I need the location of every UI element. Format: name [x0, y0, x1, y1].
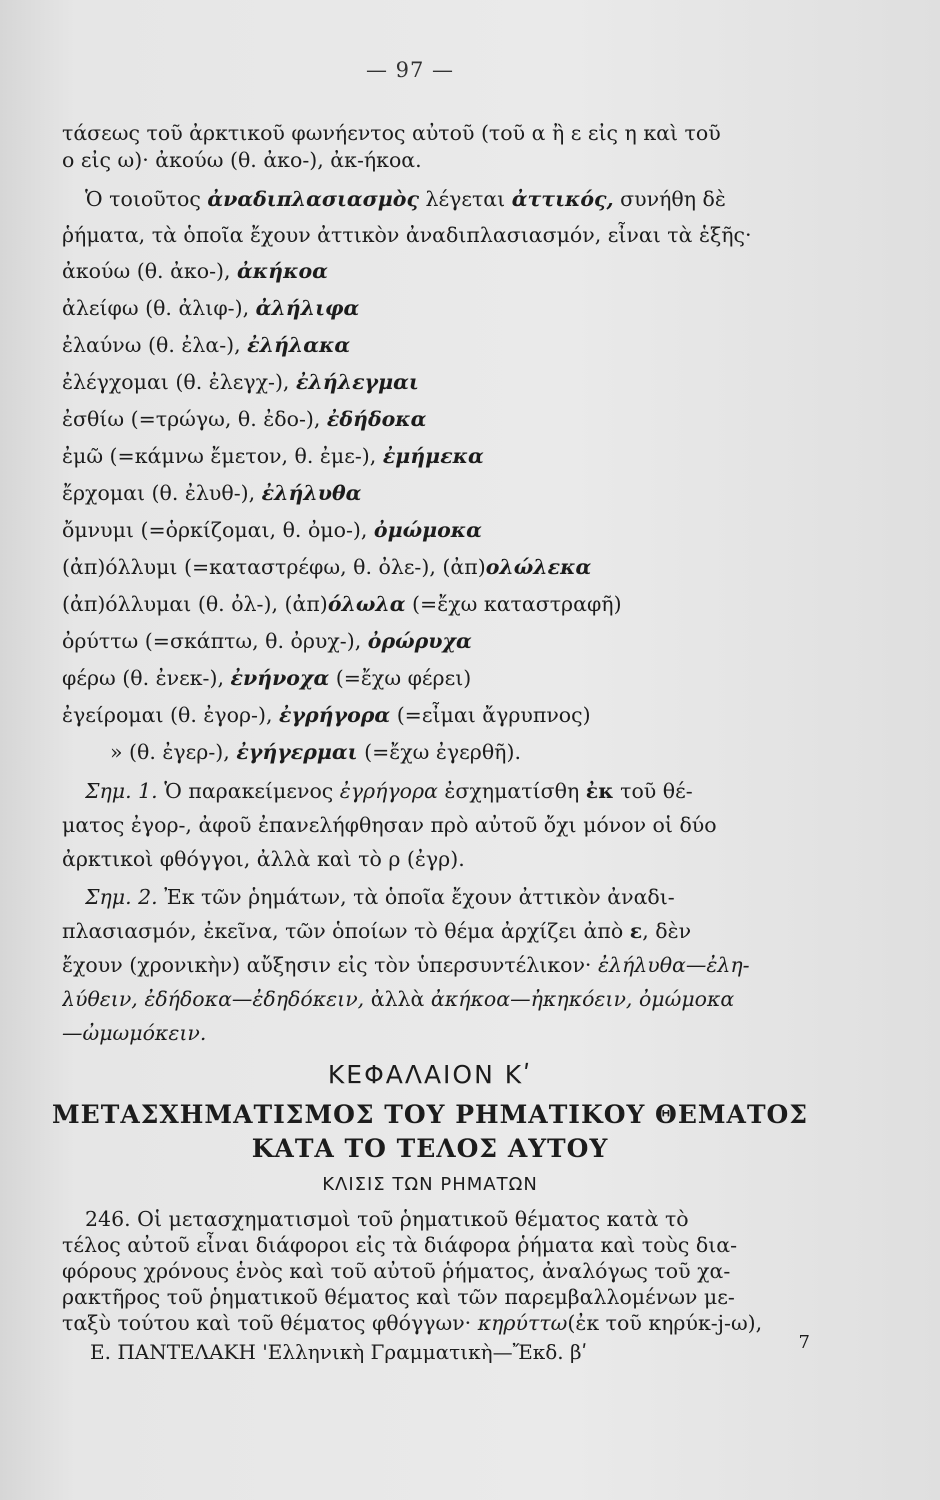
verb-line — [62, 406, 852, 433]
verb-line — [62, 258, 852, 285]
note-1-line — [85, 778, 875, 805]
verb-line — [62, 591, 852, 618]
paragraph-line: ρακτῆρος τοῦ ῥηματικοῦ θέματος καὶ τῶν παρεμβαλλομένων με- — [62, 1285, 735, 1309]
verb-text: ἐμῶ (=κάμνω ἔμετον, θ. ἐμε-), — [62, 444, 383, 468]
verb-perfect: ἐμήμεκα — [382, 444, 484, 468]
term: ἀναδιπλασιασμὸς — [207, 187, 419, 211]
text: λύθειν, ἐδήδοκα—ἐδηδόκειν, — [62, 987, 365, 1011]
verb-perfect: ἐγρήγορα — [279, 703, 391, 727]
text: ἀλλὰ — [364, 987, 431, 1011]
text: ε — [629, 919, 643, 943]
verb-perfect: ἐλήλεγμαι — [295, 370, 419, 394]
footer-signature: Ε. ΠΑΝΤΕΛΑΚΗ 'Ελληνικὴ Γραμματικὴ—Ἔκδ. βʹ — [90, 1340, 588, 1364]
verb-line — [62, 480, 852, 507]
note-label: Σημ. 1. — [85, 779, 158, 803]
signature-number: 7 — [798, 1332, 810, 1353]
note-1-line: ματος ἐγορ-, ἀφοῦ ἐπανελήφθησαν πρὸ αὐτοῦ ὄχι μόνον οἱ δύο — [62, 813, 717, 837]
paragraph-line: 246. Οἱ μετασχηματισμοὶ τοῦ ῥηματικοῦ θέματος κατὰ τὸ — [85, 1207, 689, 1231]
verb-perfect: ἐνήνοχα — [230, 666, 330, 690]
verb-perfect: ολώλεκα — [485, 555, 592, 579]
note-2-line — [85, 884, 875, 911]
note-2-line — [62, 1020, 852, 1047]
text-line: τάσεως τοῦ ἀρκτικοῦ φωνήεντος αὐτοῦ (τοῦ α ἢ ε εἰς η καὶ τοῦ — [62, 121, 721, 145]
verb-text: ἀλείφω (θ. ἀλιφ-), — [62, 296, 256, 320]
verb-text: ἐλαύνω (θ. ἐλα-), — [62, 333, 248, 357]
verb-perfect: ἐδήδοκα — [326, 407, 427, 431]
verb-text: ἀκούω (θ. ἀκο-), — [62, 259, 238, 283]
verb-line — [62, 517, 852, 544]
verb-perfect: ἀλήλιφα — [255, 296, 360, 320]
text: —ὠμωμόκειν. — [62, 1021, 207, 1045]
verb-note: (=ἔχω φέρει) — [329, 666, 472, 690]
verb-perfect: όλωλα — [327, 592, 406, 616]
chapter-heading: ΚΕΦΑΛΑΙΟΝ Κʹ — [327, 1060, 533, 1089]
term: ἀττικός, — [511, 187, 614, 211]
verb-perfect: ἐγήγερμαι — [236, 740, 358, 764]
intro-line: ῥήματα, τὰ ὁποῖα ἔχουν ἀττικὸν ἀναδιπλασιασμόν, εἶναι τὰ ἑξῆς· — [62, 223, 752, 247]
verb-perfect: ἐλήλυθα — [261, 481, 362, 505]
verb-text: φέρω (θ. ἐνεκ-), — [62, 666, 231, 690]
note-2-line — [62, 986, 852, 1013]
text: τοῦ θέ- — [613, 779, 693, 803]
page-footer — [90, 1332, 830, 1364]
verb-perfect: ὀρώρυχα — [367, 629, 472, 653]
text: (ἐκ τοῦ κηρύκ-j-ω), — [567, 1311, 763, 1335]
verb-note: (=ἔχω καταστραφῆ) — [405, 592, 622, 616]
text: πλασιασμόν, ἐκεῖνα, τῶν ὁποίων τὸ θέμα ἀρχίζει ἀπὸ — [62, 919, 630, 943]
text: λέγεται — [418, 187, 512, 211]
verb-text: ὀρύττω (=σκάπτω, θ. ὀρυχ-), — [62, 629, 368, 653]
text: Ἐκ τῶν ῥημάτων, τὰ ὁποῖα ἔχουν ἀττικὸν ἀναδι- — [157, 885, 675, 909]
verb-line — [62, 295, 852, 322]
verb-note: (=ἔχω ἐγερθῆ). — [357, 740, 521, 764]
text: Ὁ παρακείμενος — [157, 779, 340, 803]
verb-text: ἐσθίω (=τρώγω, θ. ἐδο-), — [62, 407, 327, 431]
verb-line — [62, 702, 852, 729]
text-line: ο εἰς ω)· ἀκούω (θ. ἀκο-), ἀκ-ήκοα. — [62, 148, 422, 172]
text: , δὲν — [642, 919, 692, 943]
verb-line — [110, 739, 900, 766]
note-2-line — [62, 952, 852, 979]
paragraph-line: τέλος αὐτοῦ εἶναι διάφοροι εἰς τὰ διάφορα ῥήματα καὶ τοὺς δια- — [62, 1233, 738, 1257]
verb-line — [62, 332, 852, 359]
text: ἔχουν (χρονικὴν) αὔξησιν εἰς τὸν ὑπερσυντέλικον· — [62, 953, 598, 977]
verb-text: (ἀπ)όλλυμι (=καταστρέφω, θ. ὀλε-), (ἀπ) — [62, 555, 486, 579]
chapter-title: ΜΕΤΑΣΧΗΜΑΤΙΣΜΟΣ ΤΟΥ ΡΗΜΑΤΙΚΟΥ ΘΕΜΑΤΟΣ — [51, 1100, 809, 1129]
verb-text: (ἀπ)όλλυμαι (θ. ὀλ-), (ἀπ) — [62, 592, 328, 616]
text: ἐκ — [585, 779, 614, 803]
verb-text: ἐλέγχομαι (θ. ἐλεγχ-), — [62, 370, 296, 394]
text: ταξὺ τούτου καὶ τοῦ θέματος φθόγγων· — [62, 1311, 478, 1335]
note-label: Σημ. 2. — [85, 885, 158, 909]
verb-text: ἐγείρομαι (θ. ἐγορ-), — [62, 703, 280, 727]
note-2-line — [62, 918, 852, 945]
verb-line — [62, 369, 852, 396]
verb-line — [62, 443, 852, 470]
verb-line — [62, 628, 852, 655]
section-subtitle: ΚΛΙΣΙΣ ΤΩΝ ΡΗΜΑΤΩΝ — [322, 1174, 538, 1195]
paragraph-line — [62, 1310, 852, 1337]
verb-perfect: ἀκήκοα — [237, 259, 328, 283]
text: Ὁ τοιοῦτος — [85, 187, 208, 211]
text: ἀκήκοα—ἠκηκόειν, ὀμώμοκα — [430, 987, 735, 1011]
verb-text: ἔρχομαι (θ. ἐλυθ-), — [62, 481, 262, 505]
chapter-title: ΚΑΤΑ ΤΟ ΤΕΛΟΣ ΑΥΤΟΥ — [251, 1134, 609, 1163]
verb-perfect: ὀμώμοκα — [373, 518, 482, 542]
verb-line — [62, 665, 852, 692]
verb-note: (=εἶμαι ἄγρυπνος) — [390, 703, 591, 727]
text: ἐσχηματίσθη — [437, 779, 586, 803]
note-1-line: ἀρκτικοὶ φθόγγοι, ἀλλὰ καὶ τὸ ρ (ἐγρ). — [62, 847, 465, 871]
verb-perfect: ἐλήλακα — [247, 333, 351, 357]
text: ἐγρήγορα — [339, 779, 438, 803]
text: ἐλήλυθα—ἐλη- — [597, 953, 750, 977]
verb-line — [62, 554, 852, 581]
intro-line — [85, 186, 875, 213]
page-number: — 97 — — [365, 58, 455, 82]
verb-text: ὄμνυμι (=ὁρκίζομαι, θ. ὀμο-), — [62, 518, 374, 542]
paragraph-line: φόρους χρόνους ἑνὸς καὶ τοῦ αὐτοῦ ῥήματος, ἀναλόγως τοῦ χα- — [62, 1259, 731, 1283]
verb-text: » (θ. ἐγερ-), — [110, 740, 237, 764]
text: κηρύττω — [477, 1311, 568, 1335]
text: συνήθη δὲ — [613, 187, 726, 211]
